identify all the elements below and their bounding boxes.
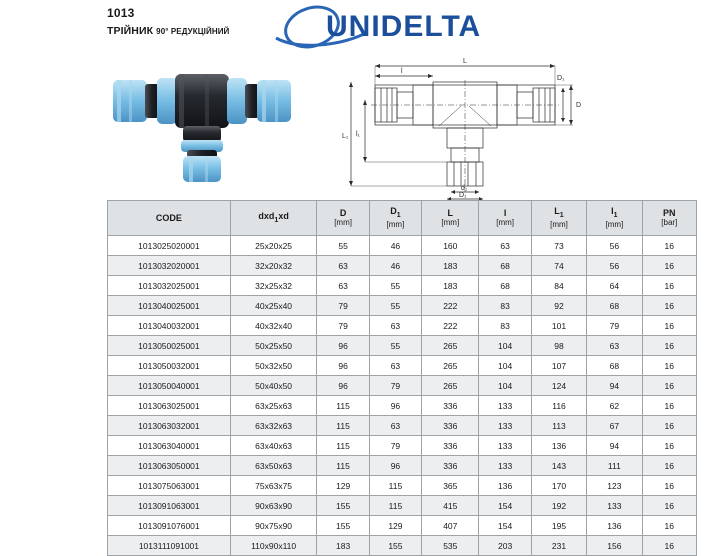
table-cell: 16 [642, 416, 696, 436]
table-cell: 123 [587, 476, 642, 496]
table-cell: 46 [369, 256, 421, 276]
column-header-D1: $D_1$ [mm] [369, 201, 421, 236]
table-cell: 56 [587, 256, 642, 276]
table-cell: 115 [317, 436, 369, 456]
table-cell: 16 [642, 476, 696, 496]
table-cell: 170 [531, 476, 586, 496]
table-cell: 136 [587, 516, 642, 536]
table-cell: 16 [642, 256, 696, 276]
table-cell: 40x32x40 [230, 316, 317, 336]
table-cell: 129 [317, 476, 369, 496]
table-cell: 75x63x75 [230, 476, 317, 496]
table-cell: 63 [369, 316, 421, 336]
product-description-sub: 90° РЕДУКЦІЙНИЙ [156, 27, 230, 36]
table-cell: 124 [531, 376, 586, 396]
table-cell: 535 [422, 536, 479, 556]
column-header-dxd1xd: dxd$_1$xd [230, 201, 317, 236]
table-cell: 96 [369, 456, 421, 476]
table-cell: 79 [369, 436, 421, 456]
table-row [108, 316, 697, 336]
table-cell: 63 [317, 276, 369, 296]
table-cell: 79 [369, 376, 421, 396]
table-cell: 154 [479, 516, 531, 536]
table-cell: 231 [531, 536, 586, 556]
table-cell: 68 [479, 276, 531, 296]
table-cell: 16 [642, 316, 696, 336]
table-cell: 25x20x25 [230, 236, 317, 256]
table-cell: 16 [642, 436, 696, 456]
table-cell: 63 [369, 356, 421, 376]
table-cell: 336 [422, 396, 479, 416]
table-cell: 55 [317, 236, 369, 256]
table-cell: 222 [422, 296, 479, 316]
table-cell: 96 [317, 376, 369, 396]
product-description-title [107, 25, 229, 37]
table-cell: 265 [422, 356, 479, 376]
column-header-l1: $l_1$ [mm] [587, 201, 642, 236]
table-cell: 415 [422, 496, 479, 516]
table-cell: 365 [422, 476, 479, 496]
table-row [108, 396, 697, 416]
table-row [108, 436, 697, 456]
table-cell: 90x75x90 [230, 516, 317, 536]
svg-text:UNIDELTA: UNIDELTA [326, 10, 482, 43]
table-cell: 92 [531, 296, 586, 316]
table-cell-code: 1013063032001 [108, 416, 231, 436]
table-cell-code: 1013025020001 [108, 236, 231, 256]
table-cell: 133 [479, 416, 531, 436]
specification-table-wrapper [107, 200, 697, 556]
table-cell: 407 [422, 516, 479, 536]
table-cell: 32x25x32 [230, 276, 317, 296]
table-row [108, 456, 697, 476]
table-cell: 133 [587, 496, 642, 516]
table-cell: 265 [422, 336, 479, 356]
drawing-label-D1: D₁ [557, 75, 565, 82]
table-cell: 336 [422, 456, 479, 476]
table-cell: 63x25x63 [230, 396, 317, 416]
table-cell-code: 1013032025001 [108, 276, 231, 296]
table-cell: 67 [587, 416, 642, 436]
table-cell-code: 1013040032001 [108, 316, 231, 336]
table-cell: 115 [369, 496, 421, 516]
column-header-l: l [mm] [479, 201, 531, 236]
table-row [108, 476, 697, 496]
table-cell: 55 [369, 336, 421, 356]
product-description-main: ТРІЙНИК [107, 25, 154, 37]
column-header-D: D [mm] [317, 201, 369, 236]
table-cell: 115 [369, 476, 421, 496]
table-cell-code: 1013040025001 [108, 296, 231, 316]
table-cell: 143 [531, 456, 586, 476]
table-cell: 136 [531, 436, 586, 456]
column-header-PN: PN [bar] [642, 201, 696, 236]
table-cell: 104 [479, 336, 531, 356]
table-cell: 68 [587, 296, 642, 316]
table-cell: 155 [369, 536, 421, 556]
table-cell: 96 [369, 396, 421, 416]
table-cell: 113 [531, 416, 586, 436]
table-cell: 64 [587, 276, 642, 296]
table-cell: 63 [369, 416, 421, 436]
table-cell: 16 [642, 496, 696, 516]
table-cell: 265 [422, 376, 479, 396]
table-cell: 116 [531, 396, 586, 416]
table-cell: 115 [317, 396, 369, 416]
table-cell-code: 1013050040001 [108, 376, 231, 396]
table-cell: 110x90x110 [230, 536, 317, 556]
table-cell-code: 1013075063001 [108, 476, 231, 496]
table-cell: 79 [317, 316, 369, 336]
drawing-label-l1: l₁ [356, 131, 360, 138]
table-cell: 155 [317, 496, 369, 516]
table-cell: 32x20x32 [230, 256, 317, 276]
table-cell: 104 [479, 376, 531, 396]
table-row [108, 336, 697, 356]
column-header-code: CODE [108, 201, 231, 236]
table-cell-code: 1013063025001 [108, 396, 231, 416]
table-cell: 115 [317, 456, 369, 476]
table-cell: 101 [531, 316, 586, 336]
table-row [108, 276, 697, 296]
table-cell: 74 [531, 256, 586, 276]
table-cell: 104 [479, 356, 531, 376]
table-cell: 336 [422, 436, 479, 456]
table-cell: 16 [642, 536, 696, 556]
table-cell: 63 [317, 256, 369, 276]
table-cell-code: 1013111091001 [108, 536, 231, 556]
table-cell: 40x25x40 [230, 296, 317, 316]
table-cell: 55 [369, 276, 421, 296]
table-cell: 195 [531, 516, 586, 536]
table-cell-code: 1013091076001 [108, 516, 231, 536]
product-code-title: 1013 [107, 6, 135, 20]
table-cell: 68 [479, 256, 531, 276]
table-cell: 16 [642, 456, 696, 476]
table-cell: 96 [317, 336, 369, 356]
table-cell: 107 [531, 356, 586, 376]
table-cell: 63 [587, 336, 642, 356]
table-cell: 156 [587, 536, 642, 556]
drawing-label-L1: L₁ [342, 133, 349, 140]
table-cell: 63x32x63 [230, 416, 317, 436]
specification-table [107, 200, 697, 556]
table-cell: 16 [642, 276, 696, 296]
table-cell: 222 [422, 316, 479, 336]
table-cell: 133 [479, 396, 531, 416]
table-cell-code: 1013050025001 [108, 336, 231, 356]
table-cell: 155 [317, 516, 369, 536]
table-cell: 16 [642, 296, 696, 316]
table-cell: 50x25x50 [230, 336, 317, 356]
table-cell: 16 [642, 336, 696, 356]
table-row [108, 356, 697, 376]
table-header [108, 201, 697, 236]
table-header-row [108, 201, 697, 236]
table-cell-code: 1013063050001 [108, 456, 231, 476]
table-cell-code: 1013050032001 [108, 356, 231, 376]
table-row [108, 376, 697, 396]
table-row [108, 296, 697, 316]
table-cell: 183 [317, 536, 369, 556]
table-cell: 183 [422, 276, 479, 296]
table-cell: 136 [479, 476, 531, 496]
table-cell: 79 [317, 296, 369, 316]
table-row [108, 496, 697, 516]
drawing-label-D1-bottom: D₁ [459, 192, 467, 199]
table-cell: 16 [642, 516, 696, 536]
table-cell-code: 1013032020001 [108, 256, 231, 276]
table-cell-code: 1013063040001 [108, 436, 231, 456]
product-photo [105, 52, 305, 182]
table-cell: 96 [317, 356, 369, 376]
table-cell: 83 [479, 316, 531, 336]
table-body [108, 236, 697, 556]
table-cell: 94 [587, 376, 642, 396]
technical-drawing [335, 40, 595, 200]
table-cell: 115 [317, 416, 369, 436]
table-cell: 63 [479, 236, 531, 256]
table-cell: 336 [422, 416, 479, 436]
table-cell: 46 [369, 236, 421, 256]
column-header-L1: $L_1$ [mm] [531, 201, 586, 236]
table-cell-code: 1013091063001 [108, 496, 231, 516]
table-row [108, 416, 697, 436]
table-cell: 68 [587, 356, 642, 376]
table-cell: 83 [479, 296, 531, 316]
table-cell: 56 [587, 236, 642, 256]
table-row [108, 236, 697, 256]
table-cell: 90x63x90 [230, 496, 317, 516]
table-cell: 16 [642, 356, 696, 376]
table-cell: 50x40x50 [230, 376, 317, 396]
drawing-label-D: D [576, 102, 582, 109]
drawing-label-l: l [401, 68, 403, 75]
table-cell: 63x40x63 [230, 436, 317, 456]
table-cell: 63x50x63 [230, 456, 317, 476]
table-cell: 98 [531, 336, 586, 356]
table-cell: 16 [642, 376, 696, 396]
table-cell: 183 [422, 256, 479, 276]
table-cell: 50x32x50 [230, 356, 317, 376]
table-cell: 111 [587, 456, 642, 476]
table-cell: 203 [479, 536, 531, 556]
column-header-L: L [mm] [422, 201, 479, 236]
table-cell: 133 [479, 456, 531, 476]
table-cell: 16 [642, 236, 696, 256]
table-row [108, 536, 697, 556]
table-row [108, 256, 697, 276]
table-cell: 55 [369, 296, 421, 316]
table-cell: 73 [531, 236, 586, 256]
table-cell: 84 [531, 276, 586, 296]
table-cell: 79 [587, 316, 642, 336]
table-cell: 16 [642, 396, 696, 416]
table-cell: 62 [587, 396, 642, 416]
table-cell: 129 [369, 516, 421, 536]
drawing-label-L: L [463, 58, 467, 65]
table-row [108, 516, 697, 536]
table-cell: 94 [587, 436, 642, 456]
table-cell: 133 [479, 436, 531, 456]
table-cell: 192 [531, 496, 586, 516]
table-cell: 154 [479, 496, 531, 516]
drawing-label-d1: d₁ [461, 185, 468, 192]
table-cell: 160 [422, 236, 479, 256]
